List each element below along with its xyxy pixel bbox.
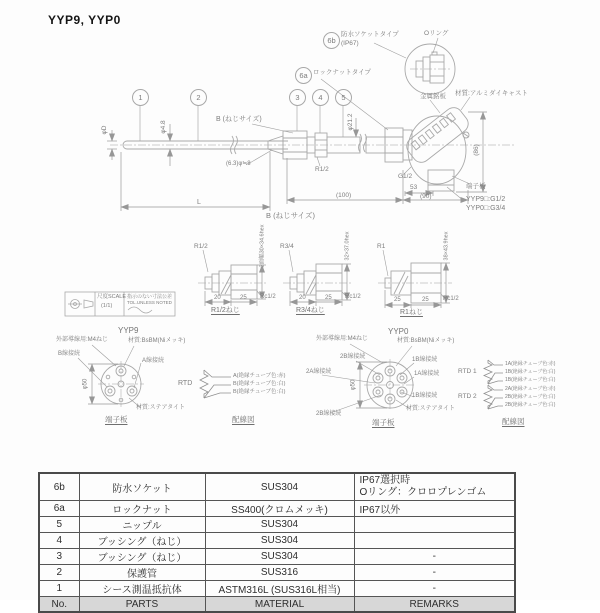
yyp0-wire-2b: 2B線接続 (340, 354, 366, 360)
yyp0-wire-1b2: 1B線接続 (412, 393, 438, 399)
cell-material: SUS304 (205, 473, 354, 501)
balloon-5: 5 (335, 89, 352, 106)
yyp9-rtd-label: RTD (178, 380, 193, 387)
yyp9-b-wire: B線接続 (58, 351, 81, 357)
dim-sheath-dia: φ4.8 (160, 120, 168, 134)
cell-remark: - (354, 565, 515, 581)
cell-material: SUS304 (205, 549, 354, 565)
cell-no: 3 (39, 549, 79, 565)
dim-length: L (197, 199, 201, 206)
thread-r34-rc: Rc1/2 (345, 294, 361, 300)
table-row (39, 517, 515, 533)
thread-r1-label: R1 (377, 243, 386, 250)
yyp0-title: YYP0 (388, 327, 409, 336)
sheet-title: YYP9, YYP0 (48, 13, 121, 27)
head-cap (403, 104, 472, 166)
cell-material: SUS304 (205, 517, 354, 533)
yyp0-wire1-1b2: 1B(絶縁チューブ色:白) (505, 377, 556, 383)
cell-part: 保護管 (79, 565, 205, 581)
label-oring: Oリング (424, 30, 449, 37)
dim-100: (100) (336, 192, 352, 199)
cell-part: シース測温抵抗体 (79, 581, 205, 597)
yyp0-material-terminal: 材質:BsBM(Niメッキ) (397, 338, 455, 344)
yyp0-wire2-2a: 2A(絶縁チューブ色:赤) (505, 386, 556, 392)
cell-material: ASTM316L (SUS316L相当) (205, 581, 354, 597)
balloon-2: 2 (190, 89, 207, 106)
label-thread-size-note: B (ねじサイズ) (216, 116, 262, 123)
cell-material: SUS304 (205, 533, 354, 549)
yyp0-plate-caption: 端子板 (372, 418, 395, 427)
thread-r1-dim1: 25 (394, 297, 401, 303)
table-row (39, 473, 515, 501)
cell-remark (354, 533, 515, 549)
dim-sheath-tip-dia: φD (101, 125, 109, 135)
thread-r12-dim1: 20 (214, 295, 221, 301)
thread-r12-caption: R1/2ねじ (211, 307, 240, 314)
yyp9-material-terminal: 材質:BsBM(Niメッキ) (128, 338, 186, 344)
cell-remark (354, 517, 515, 533)
label-yyp9-conduit: YYP9□:G1/2 (466, 196, 506, 203)
thread-r12-dim2: 25 (240, 295, 247, 301)
oring-detail (432, 52, 437, 55)
head-body (408, 116, 466, 184)
thread-r34-dim1: 20 (299, 295, 306, 301)
yyp0-wire-2b2: 2B線接続 (316, 411, 342, 417)
cell-part: ロックナット (79, 501, 205, 517)
label-terminal-plate-head: 端子板 (466, 183, 486, 190)
thread-r1-rc: Rc1/2 (443, 296, 459, 302)
yyp9-wire-a: A(絶縁チューブ色:赤) (233, 373, 286, 379)
table-row (39, 565, 515, 581)
table-row (39, 549, 515, 565)
balloon-1: 1 (132, 89, 149, 106)
label-locknut-type: ロックナットタイプ (313, 69, 371, 76)
yyp9-title: YYP9 (118, 326, 139, 335)
cell-no: 4 (39, 533, 79, 549)
title-block-tol-jp: 指示のない寸法公差 (127, 294, 173, 300)
yyp0-wiring-caption: 配線図 (502, 417, 525, 426)
yyp9-plate-dia: φ50 (82, 378, 89, 390)
assembly-geometry (123, 44, 472, 191)
parts-table (38, 472, 516, 613)
label-thread-g12: G1/2 (398, 173, 413, 180)
header-material: MATERIAL (205, 597, 354, 613)
thread-r12-hex: 2面幅30×34.6hex (259, 224, 266, 268)
title-block-scale-value: (1/1) (101, 303, 113, 309)
thread-r12-rc: Rc1/2 (260, 294, 276, 300)
yyp9-wire-b1: B(絶縁チューブ色:白) (233, 381, 286, 387)
thread-r12-label: R1/2 (194, 243, 208, 250)
yyp0-wire2-2b: 2B(絶縁チューブ色:白) (505, 394, 556, 400)
thread-r34-dim2: 25 (325, 295, 332, 301)
cell-remark: IP67以外 (354, 501, 515, 517)
cell-remark: - (354, 581, 515, 597)
yyp9-a-wire: A線接続 (142, 358, 165, 364)
yyp0-wire2-2b2: 2B(絶縁チューブ色:白) (505, 402, 556, 408)
thread-r1-hex: 38×43.9hex (443, 231, 450, 261)
header-no: No. (39, 597, 79, 613)
label-head-material: 材質:アルミダイキャスト (455, 90, 528, 97)
cell-part: ニップル (79, 517, 205, 533)
balloon-6a: 6a (295, 67, 312, 84)
yyp9-wiring-caption: 配線図 (232, 415, 255, 424)
yyp0-rtd2-label: RTD 2 (458, 393, 477, 400)
header-remarks: REMARKS (354, 597, 515, 613)
thread-r34-hex: 32×37.0hex (344, 231, 351, 261)
label-thread-r12: R1/2 (315, 166, 329, 173)
label-socket-ip: (IP67) (341, 40, 359, 47)
label-yyp0-conduit: YYP0□:G3/4 (466, 205, 506, 212)
thread-r34-label: R3/4 (280, 243, 294, 250)
remark-line-1: IP67選択時 (359, 475, 411, 486)
yyp9-external-wire: 外部導線用:M4ねじ (56, 337, 109, 343)
cell-part: 防水ソケット (79, 473, 205, 501)
table-row (39, 533, 515, 549)
yyp0-plate-dia: φ50 (350, 379, 357, 391)
yyp0-material-plate: 材質:ステアタイト (406, 406, 456, 412)
header-parts: PARTS (79, 597, 205, 613)
cell-no: 6a (39, 501, 79, 517)
table-row (39, 501, 515, 517)
yyp9-plate-caption: 端子板 (105, 415, 128, 424)
yyp0-wire1-1b: 1B(絶縁チューブ色:白) (505, 369, 556, 375)
note-sleeve: (6.3)φ≒8 (226, 161, 251, 167)
dim-53: 53 (410, 184, 418, 191)
balloon-4: 4 (312, 89, 329, 106)
table-row (39, 581, 515, 597)
dim-nipple-dia: φ21.2 (347, 113, 355, 131)
cell-no: 5 (39, 517, 79, 533)
remark-line-2: Oリング：クロロプレンゴム (359, 487, 487, 498)
title-block-scale-label: 尺度SCALE (97, 294, 127, 300)
yyp0-rtd1-label: RTD 1 (458, 368, 477, 375)
yyp0-wire-1a: 1A線接続 (414, 371, 440, 377)
thread-r34-caption: R3/4ねじ (296, 307, 325, 314)
yyp0-external-wire: 外部導線用:M4ねじ (316, 336, 369, 342)
thread-r1-caption: R1ねじ (400, 309, 423, 316)
yyp0-wire-1b: 1B線接続 (412, 357, 438, 363)
cell-no: 2 (39, 565, 79, 581)
dim-90: (90) (420, 193, 432, 200)
yyp0-wire1-1a: 1A(絶縁チューブ色:赤) (505, 361, 556, 367)
title-block-tol-en: TOL.UNLESS NOTED (127, 300, 172, 305)
cell-material: SUS316 (205, 565, 354, 581)
thread-section-heading: B (ねじサイズ) (266, 211, 315, 220)
cell-part: ブッシング（ねじ） (79, 549, 205, 565)
yyp9-material-plate: 材質:ステアタイト (136, 405, 186, 411)
cell-no: 6b (39, 473, 79, 501)
balloon-6b: 6b (323, 32, 340, 49)
thread-r1-dim2: 25 (422, 297, 429, 303)
table-header-row (39, 597, 515, 613)
cell-remark (354, 473, 515, 501)
cell-part: ブッシング（ねじ） (79, 533, 205, 549)
cell-material: SS400(クロムメッキ) (205, 501, 354, 517)
cell-remark: - (354, 549, 515, 565)
dim-head-height: (86) (473, 144, 481, 156)
yyp9-wire-b2: B(絶縁チューブ色:白) (233, 389, 286, 395)
balloon-3: 3 (289, 89, 306, 106)
label-nameplate: 金属銘板 (420, 93, 446, 100)
yyp0-wire-2a: 2A線接続 (306, 369, 332, 375)
cell-no: 1 (39, 581, 79, 597)
label-socket-type: 防水ソケットタイプ (341, 31, 399, 38)
